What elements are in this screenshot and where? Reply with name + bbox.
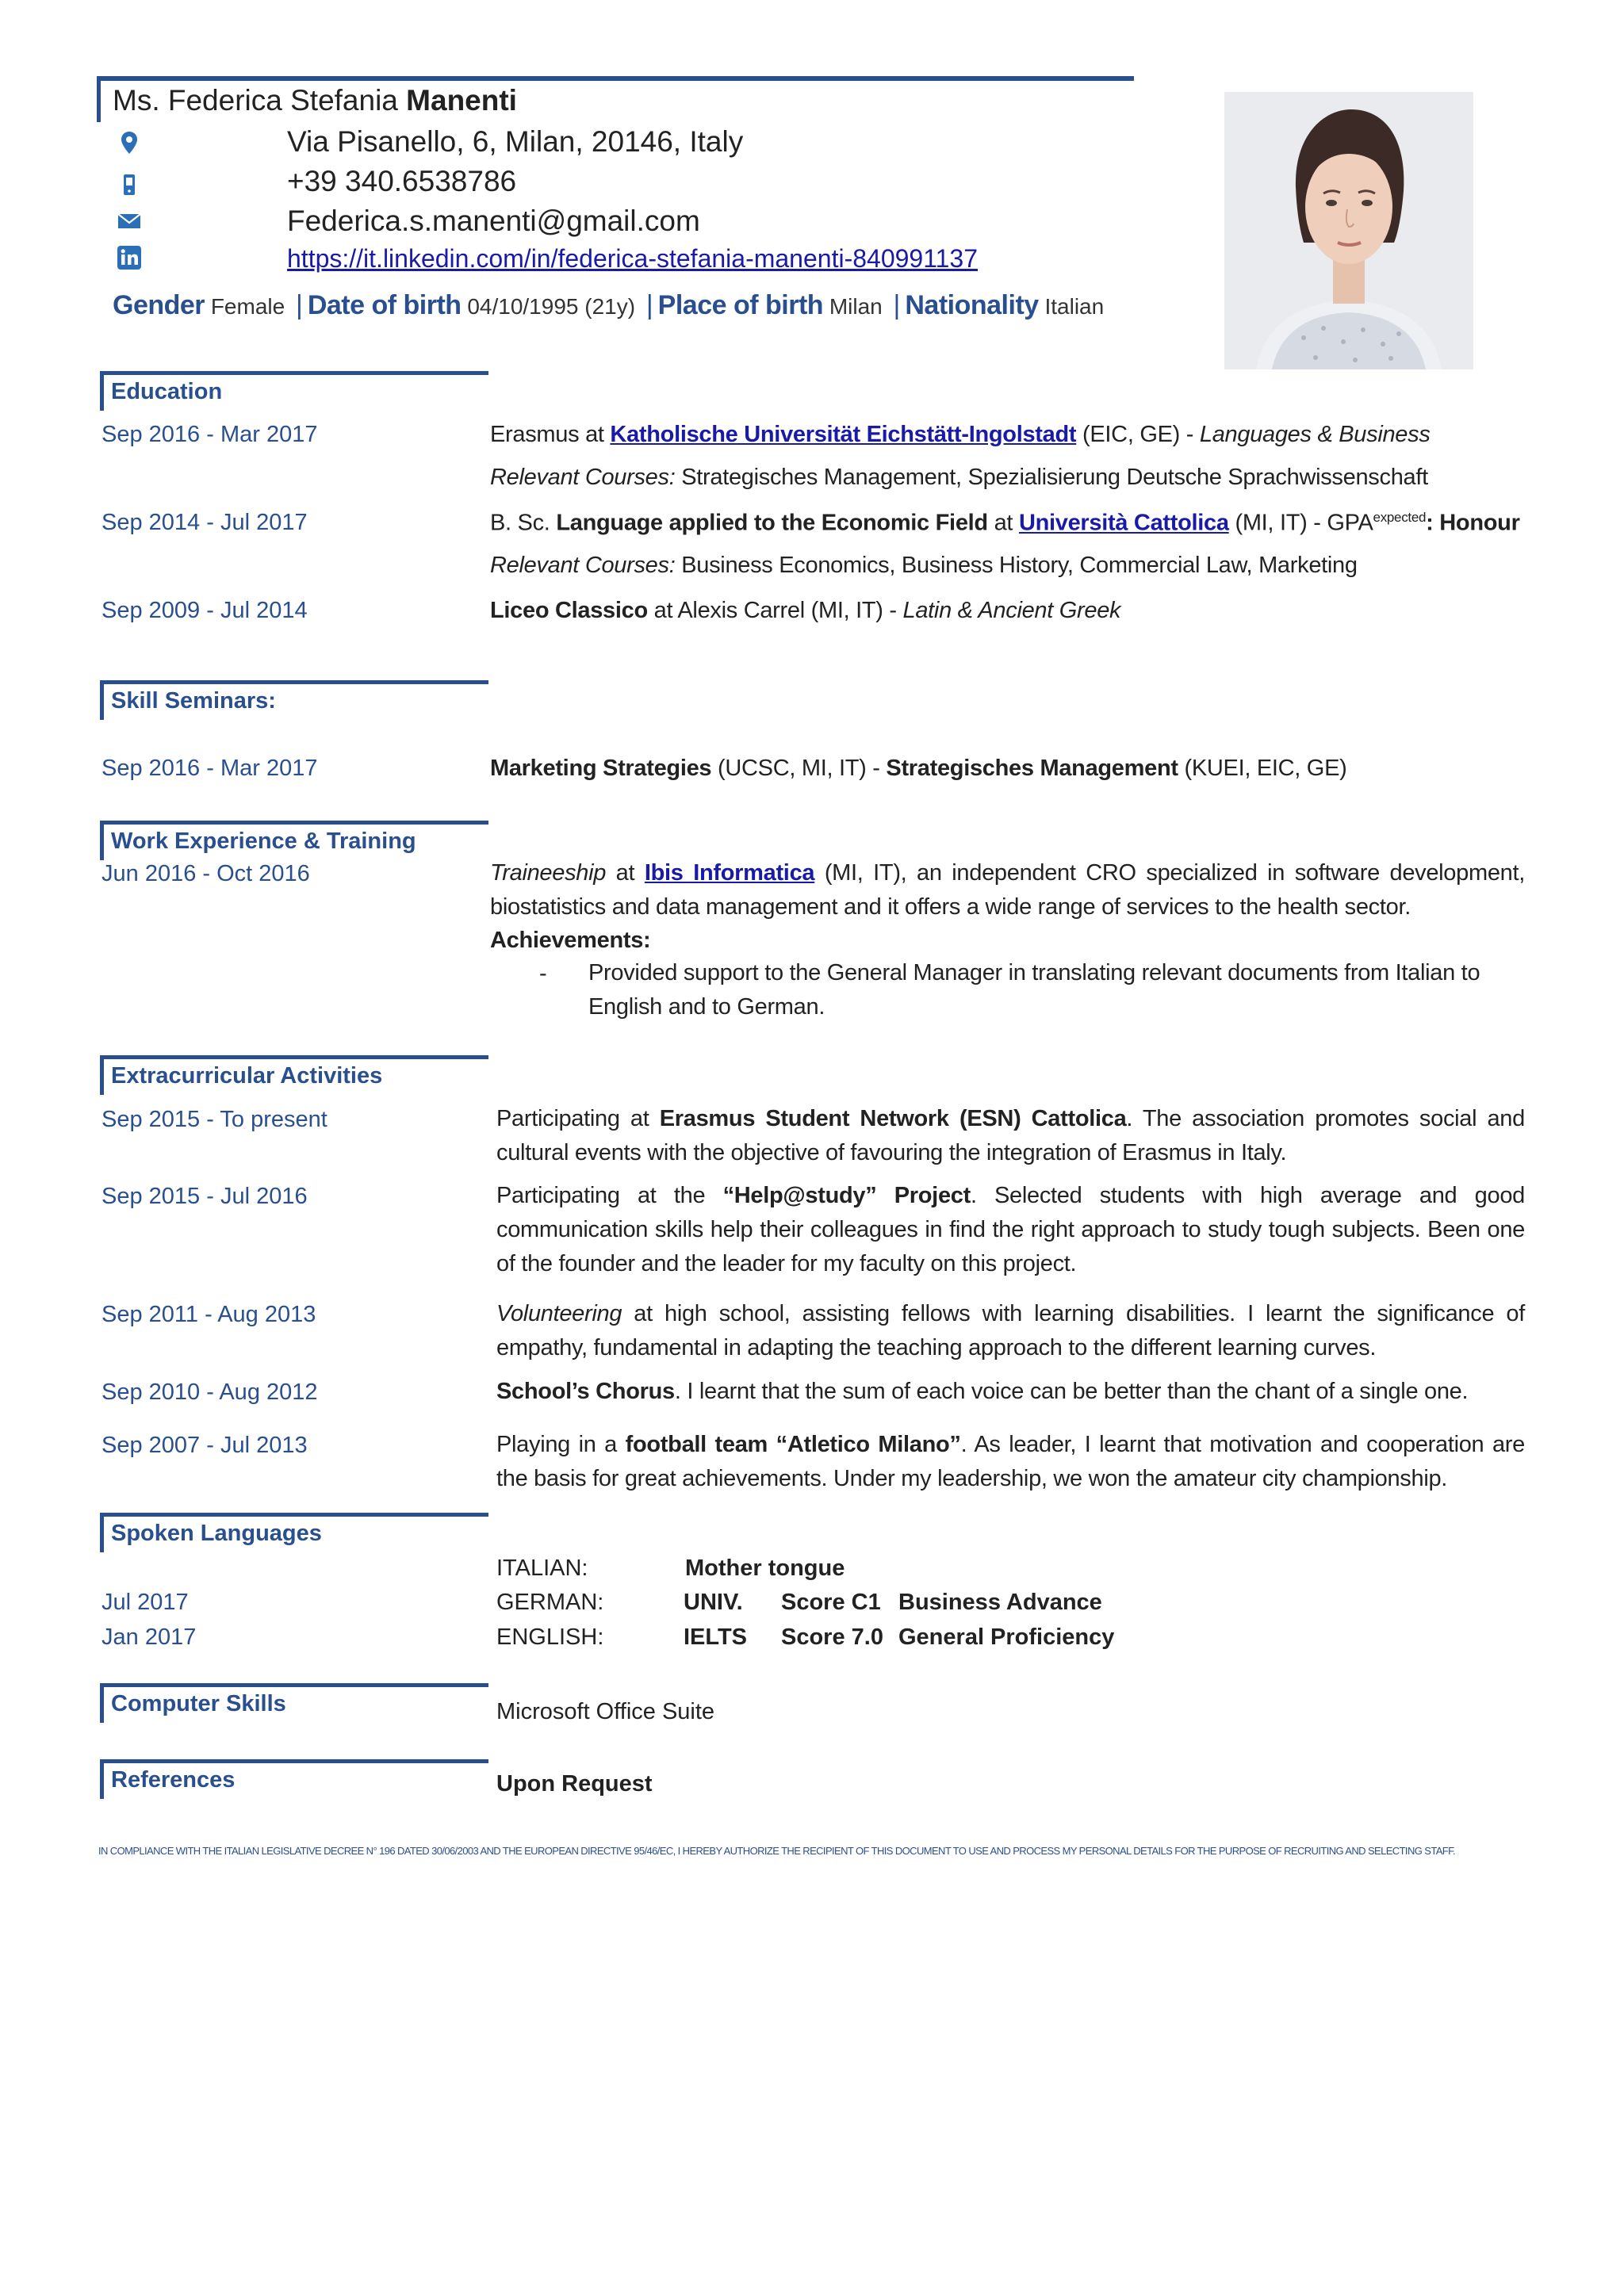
phone: +39 340.6538786 [287,165,517,197]
bullet-dash: - [539,961,547,986]
language-date: Jan 2017 [102,1624,197,1650]
personal-info-row [113,290,1104,321]
gender-value: Female [210,294,285,319]
seminar-entry: Marketing Strategies (UCSC, MI, IT) - Strategisches Management (KUEI, EIC, GE) [490,756,1347,781]
language-name: ITALIAN: [496,1556,588,1581]
section-education [100,371,488,411]
header-top-rule [97,76,1134,81]
edu-entry: Liceo Classico at Alexis Carrel (MI, IT) - Latin & Ancient Greek [490,598,1121,623]
edu-date: Sep 2009 - Jul 2014 [102,598,308,623]
language-desc: Business Advance [898,1590,1102,1615]
activity-date: Sep 2015 - Jul 2016 [102,1184,308,1209]
section-references [100,1759,488,1799]
section-title: Skill Seminars: [111,688,276,714]
separator: | [645,290,653,320]
edu-courses: Relevant Courses: Strategisches Management, Spezialisierung Deutsche Sprachwissenschaft [490,465,1428,490]
university-link[interactable]: Katholische Universität Eichstätt-Ingolstadt [610,422,1077,447]
activity-description: School’s Chorus. I learnt that the sum of each voice can be better than the chant of a single one. [496,1379,1469,1404]
company-link[interactable]: Ibis Informatica [644,860,815,886]
edu-entry: B. Sc. Language applied to the Economic Field at Università Cattolica (MI, $IT) - GPA^{expected}$: Honour [490,510,1520,536]
achievement-item: Provided support to the General Manager in translating relevant documents from Italian to English and to German. [588,960,1480,1020]
name-prefix: Ms. Federica Stefania [113,84,398,117]
work-date: Jun 2016 - Oct 2016 [102,861,310,886]
language-score: Score C1 [781,1590,881,1615]
edu-date: Sep 2016 - Mar 2017 [102,422,318,447]
language-cert: UNIV. [684,1590,743,1615]
activity-description: Playing in a football team “Atletico Milano”. As leader, I learnt that motivation and cooperation are the basis for great achievements. Under my leadership, we won the amateur city championship. [496,1432,1525,1491]
university-link[interactable]: Università Cattolica [1018,510,1229,536]
linkedin-link[interactable]: https://it.linkedin.com/in/federica-stefania-manenti-840991137 [287,244,979,273]
edu-entry: Erasmus at Katholische Universität Eichstätt-Ingolstadt (EIC, GE) - Languages & Business [490,422,1431,447]
gender-label: Gender [113,290,205,320]
pob-label: Place of birth [657,290,824,320]
activity-date: Sep 2010 - Aug 2012 [102,1380,318,1405]
linkedin-icon [116,244,143,271]
language-name: GERMAN: [496,1590,604,1615]
header-left-rule [97,76,101,122]
activity-date: Sep 2007 - Jul 2013 [102,1433,308,1458]
language-name: ENGLISH: [496,1624,604,1650]
achievements-label: Achievements: [490,928,651,953]
activity-date: Sep 2011 - Aug 2013 [102,1302,316,1327]
activity-description: Participating at the “Help@study” Project. Selected students with high average and good communication skills help their colleagues in find the right approach to study tough subjects. Been one of the founder and the leader for my faculty on this project. [496,1183,1525,1276]
section-title: Spoken Languages [111,1521,322,1546]
email[interactable]: Federica.s.manenti@gmail.com [287,205,700,237]
section-title: Work Experience & Training [111,828,416,854]
computer-skills-value: Microsoft Office Suite [496,1699,715,1724]
edu-date: Sep 2014 - Jul 2017 [102,510,308,535]
activity-date: Sep 2015 - To present [102,1107,327,1132]
activity-description: Participating at Erasmus Student Network (ESN) Cattolica. The association promotes social and cultural events with the objective of favouring the integration of Erasmus in Italy. [496,1106,1525,1165]
section-languages [100,1513,488,1552]
section-title: Education [111,379,223,404]
language-cert: IELTS [684,1624,748,1650]
separator: | [295,290,303,320]
seminar-date: Sep 2016 - Mar 2017 [102,756,318,781]
separator: | [893,290,901,320]
language-level: Mother tongue [685,1556,845,1581]
envelope-icon [116,208,143,235]
section-computer-skills [100,1683,488,1723]
language-score: Score 7.0 [781,1624,883,1650]
dob-value: 04/10/1995 (21y) [467,294,636,319]
section-title: Computer Skills [111,1691,286,1716]
surname: Manenti [406,84,517,117]
references-value: Upon Request [496,1771,653,1797]
language-desc: General Proficiency [898,1624,1115,1650]
dob-label: Date of birth [307,290,462,320]
nationality-value: Italian [1044,294,1105,319]
location-pin-icon [116,129,143,156]
privacy-disclaimer: IN COMPLIANCE WITH THE ITALIAN LEGISLATIVE DECREE N° 196 DATED 30/06/2003 AND THE EUROPEAN DIRECTIVE 95/46/EC, I HEREBY AUTHORIZE THE RECIPIENT OF THIS DOCUMENT TO USE AND PROCESS MY PERSONAL DETAILS FOR THE PURPOSE OF RECRUITING AND SELECTING STAFF. [98,1845,1456,1857]
section-seminars [100,680,488,720]
full-name [113,84,517,117]
activity-description: Volunteering at high school, assisting fellows with learning disabilities. I learnt the significance of empathy, fundamental in adapting the teaching approach to the different learning curves. [496,1301,1525,1360]
mobile-phone-icon [116,171,143,198]
edu-courses: Relevant Courses: Business Economics, Business History, Commercial Law, Marketing [490,553,1358,578]
section-title: References [111,1767,236,1793]
address: Via Pisanello, 6, Milan, 20146, Italy [287,125,744,158]
language-date: Jul 2017 [102,1590,189,1615]
section-extracurricular [100,1055,488,1095]
section-title: Extracurricular Activities [111,1063,383,1089]
work-description: Traineeship at Ibis Informatica (MI, IT), an independent CRO specialized in software development, biostatistics and data management and it offers a wide range of services to the health sector. [490,860,1525,920]
nationality-label: Nationality [905,290,1039,320]
profile-photo [1224,92,1473,369]
section-work [100,821,488,860]
pob-value: Milan [829,294,883,319]
